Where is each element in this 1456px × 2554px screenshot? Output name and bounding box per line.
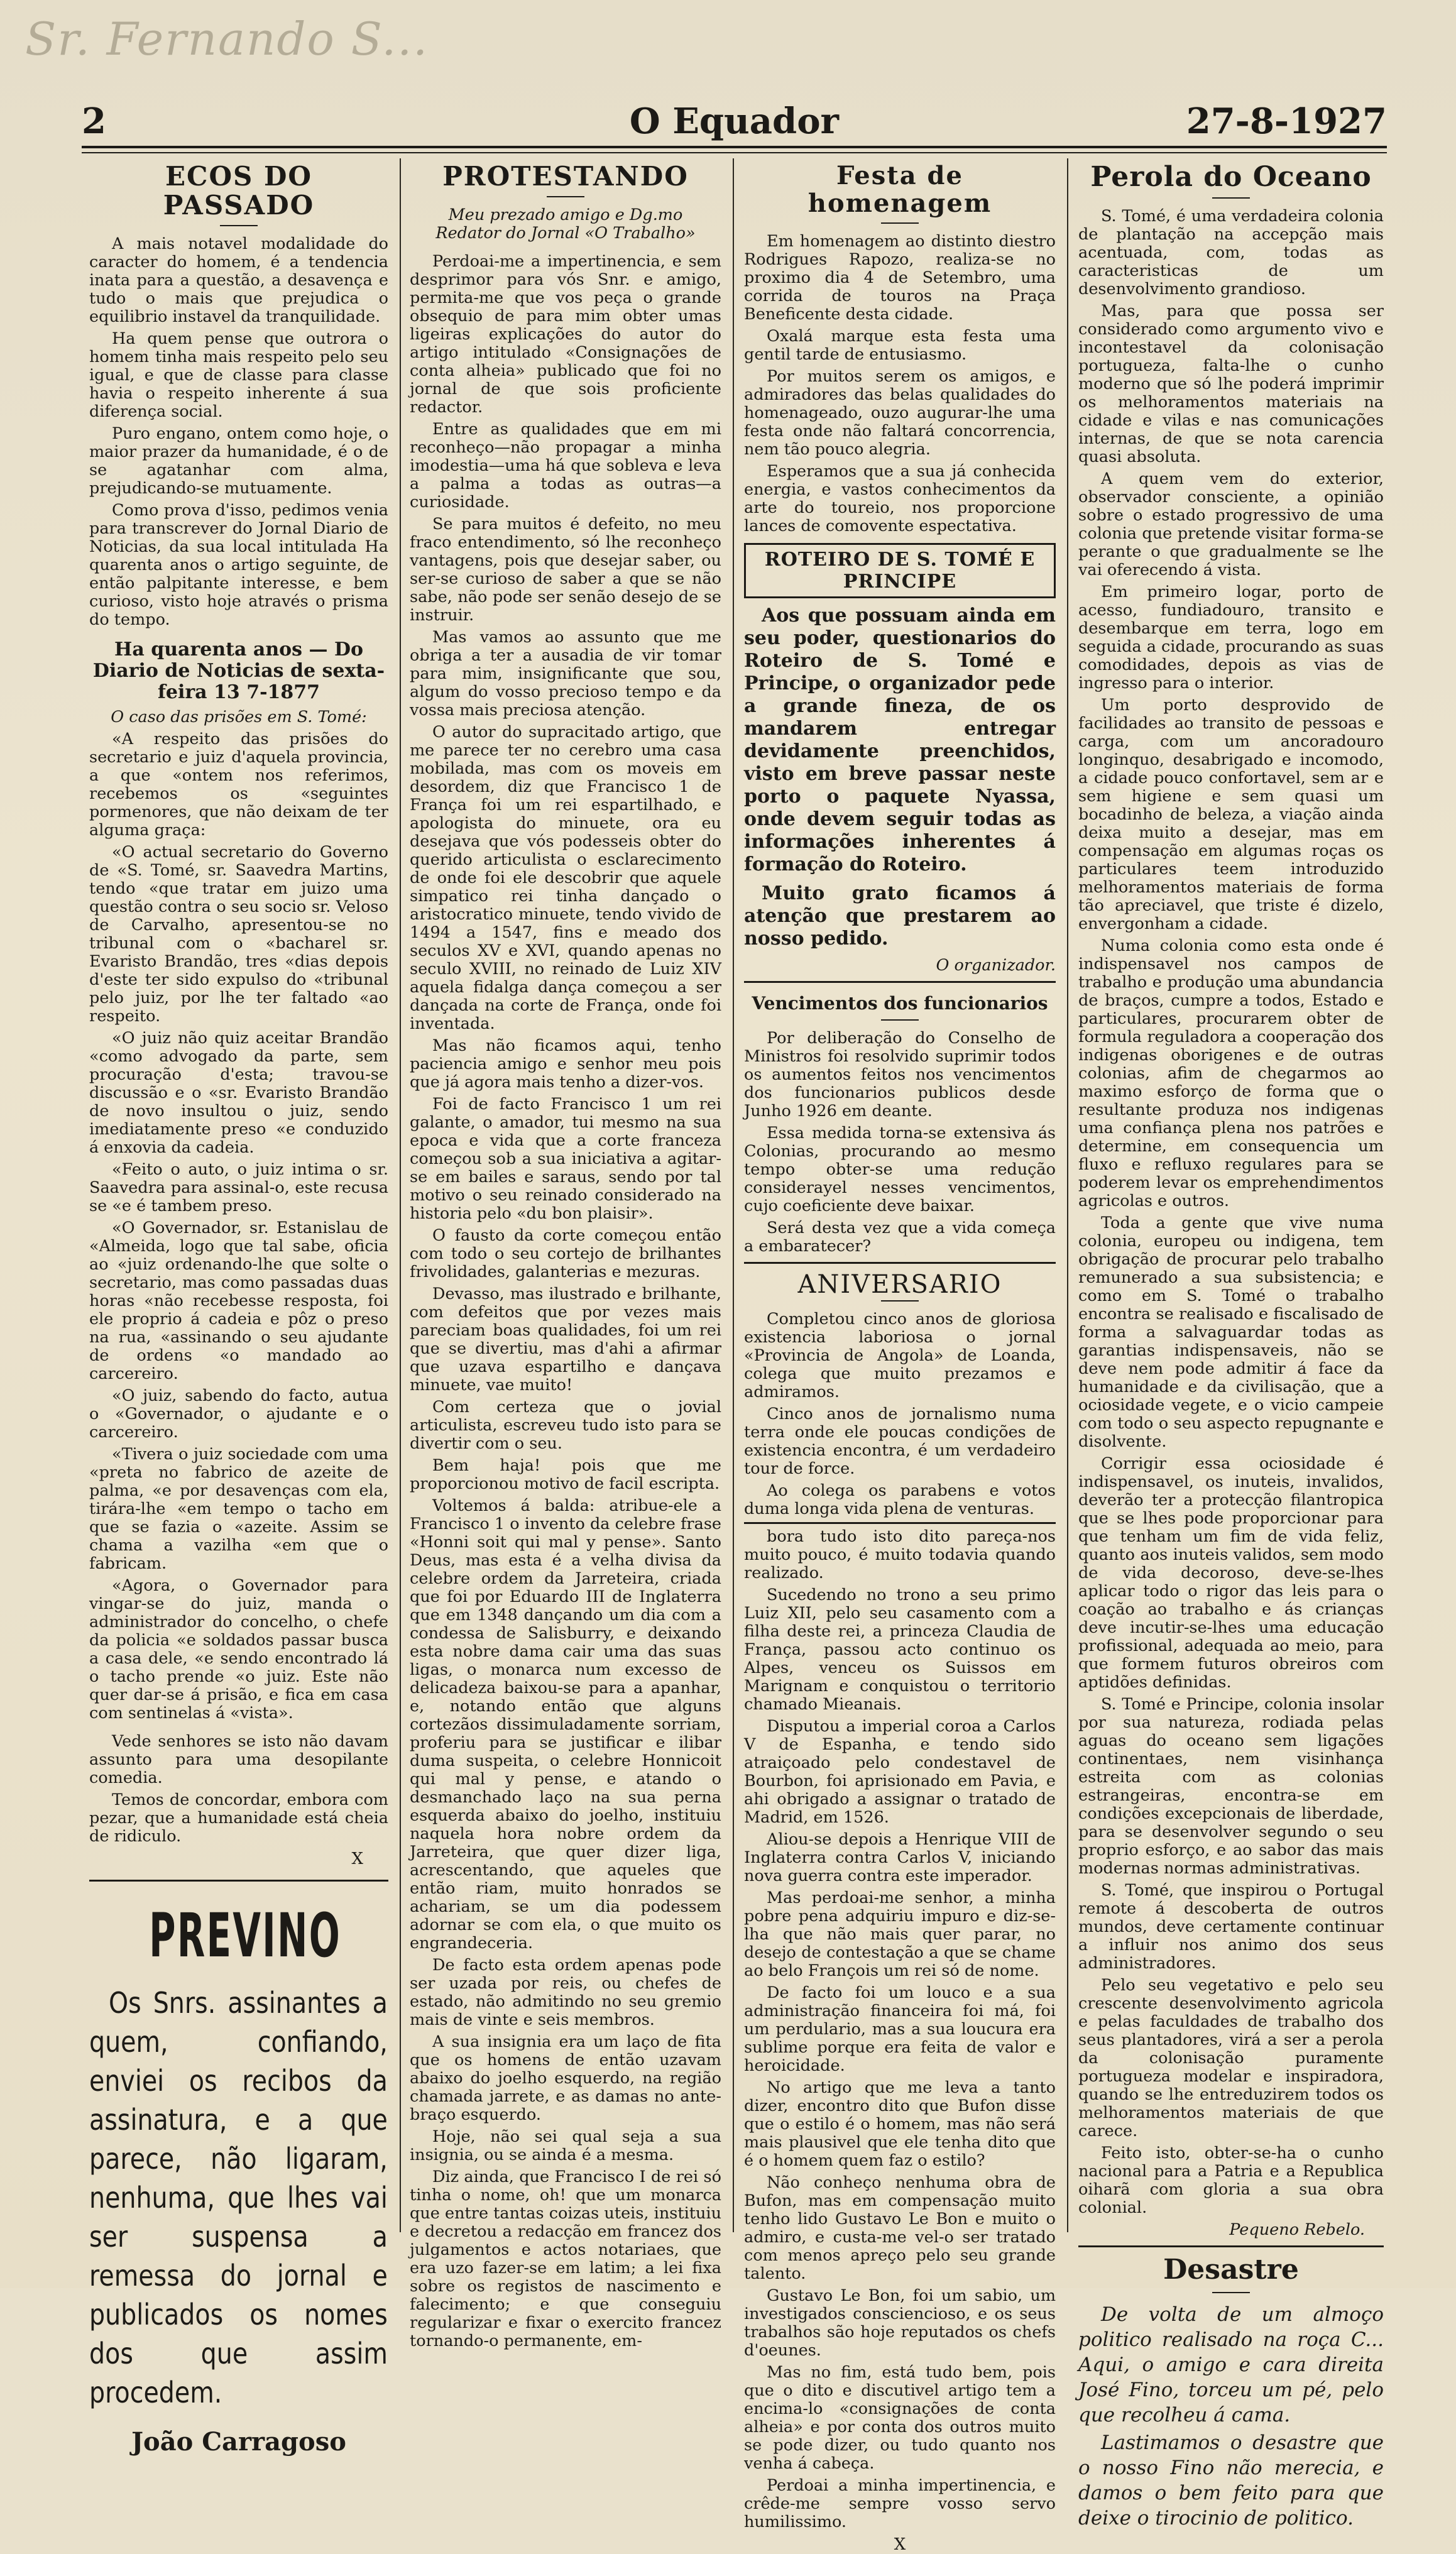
paragraph: Será desta vez que a vida começa a embaratecer? (744, 1219, 1056, 1256)
paragraph: Aliou-se depois a Henrique VIII de Inglaterra contra Carlos V, iniciando nova guerra contra este imperador. (744, 1830, 1056, 1885)
quote-paragraph: «Feito o auto, o juiz intima o sr. Saavedra para assinal-o, este recusa se «e é tambem preso. (89, 1160, 388, 1216)
paragraph: Hoje, não sei qual seja a sua insignia, ou se ainda é a mesma. (410, 2127, 721, 2165)
paragraph: Por deliberação do Conselho de Ministros foi resolvido suprimir todos os aumentos feitos nos vencimentos dos funcionarios publicos desde Junho 1926 em deante. (744, 1029, 1056, 1121)
salutation: Meu prezado amigo e Dg.mo Redator do Jornal «O Trabalho» (435, 206, 696, 243)
paragraph: A mais notavel modalidade do caracter do homem, é a tendencia inata para a questão, a desavença e tudo o mais que prejudica o equilibrio instavel da tranquilidade. (89, 234, 388, 327)
paragraph: Um porto desprovido de facilidades ao transito de pessoas e carga, com um ancoradouro longinquo, desabrigado e incomodo, a cidade pouco confortavel, sem ar e sem higiene e sem quasi um bocadinho de beleza, a viação ainda deixa muito a desejar, mas em compensação em algumas roças os particulares teem introduzido melhoramentos materiais de forma tão apreciavel, que triste é dizelo, envergonham a cidade. (1078, 696, 1384, 934)
title-dash (220, 225, 258, 226)
subheading: Ha quarenta anos — Do Diario de Noticias de sexta-feira 13 7-1877 (92, 638, 385, 704)
paragraph: Esperamos que a sua já conhecida energia, e vastos conhecimentos da arte do toureio, nos proporcione lances de comovente espectativa. (744, 462, 1056, 535)
paragraph: Disputou a imperial coroa a Carlos V de Espanha, e tendo sido atraiçoado pelo condestavel de Bourbon, foi aprisionado em Pavia, e ahi obrigado a assignar o tratado de Madrid, em 1526. (744, 1717, 1056, 1827)
paragraph: bora tudo isto dito pareça-nos muito pouco, é muito todavia quando realizado. (744, 1527, 1056, 1582)
paragraph: O autor do supracitado artigo, que me parece ter no cerebro uma casa mobilada, mas com os moveis em desordem, diz que Francisco 1 de França foi um rei espartilhado, e apologista do minuete, ora eu desejava que vós podesseis obter do querido articulista o esclarecimento de onde foi ele descobrir que aquele simpatico rei tinha dançado o aristocratico minuete, tendo vivido de 1494 a 1547, fins e meado dos seculos XV e XVI, quando apenas no seculo XVIII, no reinado de Luiz XIV aquela fidalga dança começou a ser dançada na corte de França, onde foi inventada. (410, 723, 721, 1034)
paragraph: De facto esta ordem apenas pode ser uzada por reis, ou chefes de estado, não admitindo no seu gremio mais de vinte e seis membros. (410, 1956, 721, 2030)
aniversario-title: ANIVERSARIO (797, 1270, 1002, 1299)
column-divider (400, 158, 401, 2232)
title-dash (881, 1019, 919, 1021)
section-rule (1078, 2245, 1384, 2247)
end-mark: X (351, 1850, 363, 1869)
newspaper-title: O Equador (629, 101, 840, 142)
handwritten-note: Sr. Fernando S... (25, 13, 429, 65)
previno-signature: João Carragoso (131, 2427, 346, 2457)
paragraph: A quem vem do exterior, observador consciente, a opinião sobre o estado progressivo de uma colonia que pretende visitar forma-se perante o que gradualmente se lhe vai oferecendo á vista. (1078, 469, 1384, 580)
column-divider (733, 158, 734, 2232)
column-ecos-do-passado (82, 158, 396, 2457)
column-divider (1067, 158, 1068, 2232)
paragraph: Mas, para que possa ser considerado como argumento vivo e incontestavel da colonisação portugueza, falta-lhe o cunho moderno que só lhe poderá imprimir os melhoramentos materiais na cidade e vilas e nas comunicações internas, de que se nota carencia quasi absoluta. (1078, 302, 1384, 467)
column-perola-do-oceano (1071, 158, 1391, 2530)
column-festa-roteiro (736, 158, 1063, 2554)
paragraph: Perdoai-me a impertinencia, e sem desprimor para vós Snr. e amigo, permita-me que vos peça o grande obsequio de para mim obter umas ligeiras explicações do autor do artigo intitulado «Consignações de conta alheia» publicado que foi no jornal de que sois proficiente redactor. (410, 252, 721, 417)
paragraph: Gustavo Le Bon, foi um sabio, um investigados consciencioso, e os seus trabalhos são hoje reputados os chefs d'oeunes. (744, 2286, 1056, 2360)
article-title: PROTESTANDO (442, 161, 689, 192)
paragraph: Essa medida torna-se extensiva ás Colonias, procurando ao mesmo tempo obter-se uma redução considerayel nesses vencimentos, cujo coeficiente deve baixar. (744, 1124, 1056, 1215)
paragraph: Cinco anos de jornalismo numa terra onde ele poucas condições de existencia encontra, é um verdadeiro tour de force. (744, 1405, 1056, 1478)
paragraph: Ao colega os parabens e votos duma longa vida plena de venturas. (744, 1481, 1056, 1518)
paragraph: Toda a gente que vive numa colonia, europeu ou indigena, tem obrigação de procurar pelo trabalho remunerado a sua subsistencia; e como em S. Tomé o trabalho encontra se realisado e fiscalisado de forma a salvaguardar todas as garantias indispensaveis, não se deve nem pode admitir á face da humanidade e da civilisação, que a ociosidade vegete, e o vicio campeie com todo o seu aspecto repugnante e disolvente. (1078, 1214, 1384, 1452)
paragraph: Entre as qualidades que em mi reconheço—não propagar a minha imodestia—uma há que sobleva e leva a palma a todas as outras—a curiosidade. (410, 420, 721, 512)
paragraph: Perdoai a minha impertinencia, e crêde-me sempre vosso servo humilissimo. (744, 2476, 1056, 2531)
paragraph: Mas vamos ao assunto que me obriga a ter a ausadia de vir tomar para mim, insignificante que sou, algum do vosso precioso tempo e da vossa mais preciosa atenção. (410, 628, 721, 720)
paragraph: Por muitos serem os amigos, e admiradores das belas qualidades do homenageado, ouzo augurar-lhe uma festa onde não faltará concorrencia, nem tão pouco alegria. (744, 367, 1056, 459)
quote-paragraph: «Agora, o Governador para vingar-se do juiz, manda o administrador do concelho, o chefe da policia «e soldados passar busca a casa dele, «e sendo encontrado lá o tacho prende «o juiz. Este não quer dar-se á prisão, e fica em casa com sentinelas á «vista». (89, 1576, 388, 1723)
paragraph: Bem haja! pois que me proporcionou motivo de facil escripta. (410, 1456, 721, 1494)
roteiro-notice-end: Muito grato ficamos á atenção que prestarem ao nosso pedido. (744, 882, 1056, 950)
paragraph: S. Tomé e Principe, colonia insolar por sua natureza, rodiada pelas aguas do oceano sem ligações continentaes, nem visinhança estreita com as colonias estrangeiras, encontra-se em condições excepcionais de liberdade, para se desenvolver segundo o seu proprio esforço, e ao sabor das mais modernas normas administrativas. (1078, 1695, 1384, 1878)
paragraph: Vede senhores se isto não davam assunto para uma desopilante comedia. (89, 1732, 388, 1788)
masthead (82, 101, 1387, 157)
masthead-rule-thin (82, 152, 1387, 153)
paragraph: Sucedendo no trono a seu primo Luiz XII, pelo seu casamento com a filha deste rei, a princeza Claudia de França, passou acto continuo os Alpes, venceu os Suissos em Marignam e conquistou o territorio chamado Mieanais. (744, 1586, 1056, 1714)
title-dash (1212, 2292, 1250, 2293)
paragraph: Diz ainda, que Francisco I de rei só tinha o nome, oh! que um monarca que entre tantas coizas uteis, instituiu e decretou a redacção em francez dos julgamentos e actos notariaes, que era uzo fazer-se em latim; a lei fixa sobre os registos de nascimento e falecimento; e que conseguiu regularizar e fixar o exercito francez tornando-o permanente, em- (410, 2168, 721, 2351)
desastre-paragraph: Lastimamos o desastre que o nosso Fino não merecia, e damos o bem feito para que deixe o tirocinio de politico. (1078, 2431, 1384, 2530)
paragraph: Puro engano, ontem como hoje, o maior prazer da humanidade, é o de se agatanhar com alma, prejudicando-se mutuamente. (89, 424, 388, 498)
quote-paragraph: «A respeito das prisões do secretario e juiz d'aquela provincia, a que «ontem nos referimos, recebemos os «seguintes pormenores, que não deixam de ter alguma graça: (89, 730, 388, 840)
roteiro-title: ROTEIRO DE S. TOMÉ E PRINCIPE (744, 543, 1056, 598)
paragraph: Devasso, mas ilustrado e brilhante, com defeitos que por vezes mais pareciam boas qualidades, foi um rei que se divertiu, mas d'ahi a afirmar que uzava espartilho e dançava minuete, vae muito! (410, 1285, 721, 1395)
paragraph: Foi de facto Francisco 1 um rei galante, o amador, tui mesmo na sua epoca e vida que a corte franceza começou sob a sua iniciativa a agitar-se em bailes e saraus, sendo por tal motivo o seu reinado considerado na historia pelo «du bon plaisir». (410, 1095, 721, 1224)
page-number: 2 (82, 101, 106, 142)
previno-title: PREVINO (149, 1900, 342, 1971)
paragraph: A sua insignia era um laço de fita que os homens de então uzavam abaixo do joelho esquerdo, na região chamada jarrete, e as damas no ante-braço esquerdo. (410, 2032, 721, 2125)
quote-paragraph: «O Governador, sr. Estanislau de «Almeida, logo que tal sabe, oficia ao «juiz ordenando-lhe que solte o secretario, mas como passadas duas horas «não recebesse resposta, foi ele proprio á cadeia e pôz o preso na rua, «assinando o seu ajudante de ordens «o mandado ao carcereiro. (89, 1219, 388, 1384)
title-dash (1212, 197, 1250, 199)
paragraph: O fausto da corte começou então com todo o seu cortejo de brilhantes frivolidades, galanterias e mezuras. (410, 1226, 721, 1282)
paragraph: Temos de concordar, embora com pezar, que a humanidade está cheia de ridiculo. (89, 1790, 388, 1846)
paragraph: Completou cinco anos de gloriosa existencia laboriosa o jornal «Provincia de Angola» de Loanda, colega que muito prezamos e admiramos. (744, 1310, 1056, 1401)
paragraph: S. Tomé, é uma verdadeira colonia de plantação na accepção mais acentuada, com, todas as caracteristicas de um desenvolvimento grandioso. (1078, 207, 1384, 299)
paragraph: Feito isto, obter-se-ha o cunho nacional para a Patria e a Republica oiharã com gloria a sua obra colonial. (1078, 2144, 1384, 2218)
roteiro-notice: Aos que possuam ainda em seu poder, questionarios do Roteiro de S. Tomé e Principe, o organizador pede a grande fineza, de os mandarem entregar devidamente preenchidos, visto em breve passar neste porto o paquete Nyassa, onde devem seguir todas as informações inherentes á formação do Roteiro. (744, 605, 1056, 875)
quote-paragraph: «O juiz não quiz aceitar Brandão «como advogado da parte, sem procuração d'esta; travou-se discussão e o «sr. Evaristo Brandão de novo insultou o juiz, sendo imediatamente preso «e conduzido á enxovia da cadeia. (89, 1029, 388, 1158)
paragraph: Mas perdoai-me senhor, a minha pobre pena adquiriu impuro e diz-se-lha que não mais quer parar, no desejo de contestação a que se chame ao belo François um rei só de nome. (744, 1888, 1056, 1980)
paragraph: Com certeza que o jovial articulista, escreveu tudo isto para se divertir com o seu. (410, 1398, 721, 1454)
end-mark: X (894, 2535, 906, 2554)
previno-notice: Os Snrs. assinantes a quem, confiando, enviei os recibos da assinatura, e a que parece, não ligaram, nenhuma, que lhes vai ser suspensa a remessa do jornal e publicados os nomes dos que assim procedem. (89, 1986, 388, 2410)
paragraph: Numa colonia como esta onde é indispensavel nos campos de trabalho e produção uma abundancia de braços, cumpre a todos, Estado e particulares, procurarem obter de formula reguladora a cooperação dos indigenas oborigenes e de outras colonias, afim de chegarmos ao maximo esforço de forma que o resultante produza nos indigenas uma confiança plena nos patrões e determine, em consequencia um fluxo e refluxo regulares para se poderem levar os emprehendimentos agricolas e outros. (1078, 936, 1384, 1211)
roteiro-signature: O organizador. (936, 956, 1056, 975)
masthead-rule (82, 146, 1387, 148)
section-rule (89, 1880, 388, 1882)
title-dash (881, 222, 919, 224)
desastre-paragraph: De volta de um almoço politico realisado na roça C... Aqui, o amigo e cara direita José Fino, torceu um pé, pelo que recolheu á cama. (1078, 2303, 1384, 2427)
paragraph: De facto foi um louco e a sua administração financeira foi má, foi um perdulario, mas a sua loucura era sublime porque era feita de valor e heroicidade. (744, 1983, 1056, 2075)
issue-date: 27-8-1927 (1186, 101, 1387, 142)
section-rule (744, 1262, 1056, 1264)
paragraph: Voltemos á balda: atribue-ele a Francisco 1 o invento da celebre frase «Honni soit qui mal y pense». Santo Deus, mas esta é a velha divisa da celebre ordem da Jarreteira, criada que foi por Eduardo III de Inglaterra que em 1348 dançando um dia com a condessa de Salisburry, e deixando esta nobre dama cair uma das suas ligas, o monarca num excesso de delicadeza baixou-se para a apanhar, e, notando então que alguns cortezãos dissimuladamente sorriam, proferiu para se justificar e ilibar duma suspeita, o celebre Honnicoit qui mal y pense, e atando o desmanchado laço na sua perna esquerda abaixo do joelho, instituiu naquela hora nobre ordem da Jarreteira, que quer dizer liga, acrescentando, que aqueles que então riam, muito honrados se achariam, se um dia podessem adornar se com ela, o que muito os engrandeceria. (410, 1496, 721, 1953)
paragraph: S. Tomé, que inspirou o Portugal remote á descoberta de outros mundos, deve certamente continuar a influir nos animo dos seus administradores. (1078, 1881, 1384, 1973)
section-rule (744, 981, 1056, 983)
paragraph: Em homenagem ao distinto diestro Rodrigues Rapozo, realiza-se no proximo dia 4 de Setembro, uma corrida de touros na Praça Beneficente desta cidade. (744, 232, 1056, 324)
quote-paragraph: «O juiz, sabendo do facto, autua o «Governador, o ajudante e o carcereiro. (89, 1386, 388, 1442)
vencimentos-title: Vencimentos dos funcionarios (752, 993, 1048, 1014)
quote-paragraph: «Tivera o juiz sociedade com uma «preta no fabrico de azeite de palma, «e por desavenças com ela, tirára-lhe «em tempo o tacho em que se fazia o «azeite. Assim se chama a vazilha «em que o fabricam. (89, 1445, 388, 1574)
section-rule (744, 1522, 1056, 1524)
paragraph: Mas no fim, está tudo bem, pois que o dito e discutivel artigo tem a encima-lo «consignações de conta alheia» e por conta dos outros muito se pode dizer, ou tudo quanto nos venha á cabeça. (744, 2363, 1056, 2473)
desastre-title: Desastre (1163, 2254, 1299, 2286)
title-dash (881, 1300, 919, 1302)
article-title: ECOS DO PASSADO (163, 161, 315, 221)
quote-paragraph: «O actual secretario do Governo de «S. Tomé, sr. Saavedra Martins, tendo «que tratar em juizo uma questão contra o seu socio sr. Veloso de Carvalho, apresentou-se no tribunal com o «bacharel sr. Evaristo Brandão, tres «dias depois d'este ter sido expulso do «tribunal pelo juiz, por lhe ter faltado «ao respeito. (89, 843, 388, 1026)
column-protestando (402, 158, 729, 2351)
article-title: Perola do Oceano (1090, 161, 1372, 193)
article-signature: Pequeno Rebelo. (1229, 2220, 1365, 2240)
paragraph: Se para muitos é defeito, no meu fraco entendimento, só lhe reconheço vantagens, pois que desejar saber, ou ser-se curioso de saber a que se não sabe, não pode ser senão desejo de se instruir. (410, 515, 721, 625)
paragraph: Em primeiro logar, porto de acesso, fundiadouro, transito e desembarque em terra, logo em seguida a cidade, procurando as suas comodidades, depois as vias de ingresso para o interior. (1078, 583, 1384, 693)
paragraph: Oxalá marque esta festa uma gentil tarde de entusiasmo. (744, 327, 1056, 364)
paragraph: Como prova d'isso, pedimos venia para transcrever do Jornal Diario de Noticias, da sua local intitulada Ha quarenta anos o artigo seguinte, de então palpitante interesse, e bem curioso, visto hoje através o prisma do tempo. (89, 501, 388, 630)
subheading-italic: O caso das prisões em S. Tomé: (111, 708, 367, 727)
paragraph: Ha quem pense que outrora o homem tinha mais respeito pelo seu igual, e que de classe para classe havia o respeito inherente á sua diferença social. (89, 329, 388, 422)
title-dash (547, 196, 584, 197)
article-title: Festa de homenagem (807, 161, 992, 218)
paragraph: Corrigir essa ociosidade é indispensavel, os inuteis, invalidos, deverão ter a protecção filantropica que se lhes pode proporcionar para que tenham um fim de vida feliz, quanto aos inuteis validos, sem modo de vida decoroso, deve-se-lhes aplicar todo o rigor das leis para o coação ao trabalho e ás crianças deve incutir-se-lhes uma educação profissional, adequada ao meio, para que formem futuros obreiros com aptidões definidas. (1078, 1454, 1384, 1692)
paragraph: Mas não ficamos aqui, tenho paciencia amigo e senhor meu pois que já agora mais tenho a dizer-vos. (410, 1036, 721, 1092)
paragraph: No artigo que me leva a tanto dizer, encontro dito que Bufon disse que o estilo é o homem, mas não será mais plausivel que ele tenha dito que é o homem quem faz o estilo? (744, 2078, 1056, 2170)
paragraph: Pelo seu vegetativo e pelo seu crescente desenvolvimento agricola e pelas faculdades de trabalho dos seus plantadores, virá a ser a perola da colonisação puramente portugueza modelar e inspiradora, quando se lhe entreduzirem todos os melhoramentos materiais de que carece. (1078, 1976, 1384, 2141)
paragraph: Não conheço nenhuma obra de Bufon, mas em compensação muito tenho lido Gustavo Le Bon e muito o admiro, e custa-me vel-o ser tratado com menos apreço pelo seu grande talento. (744, 2173, 1056, 2283)
